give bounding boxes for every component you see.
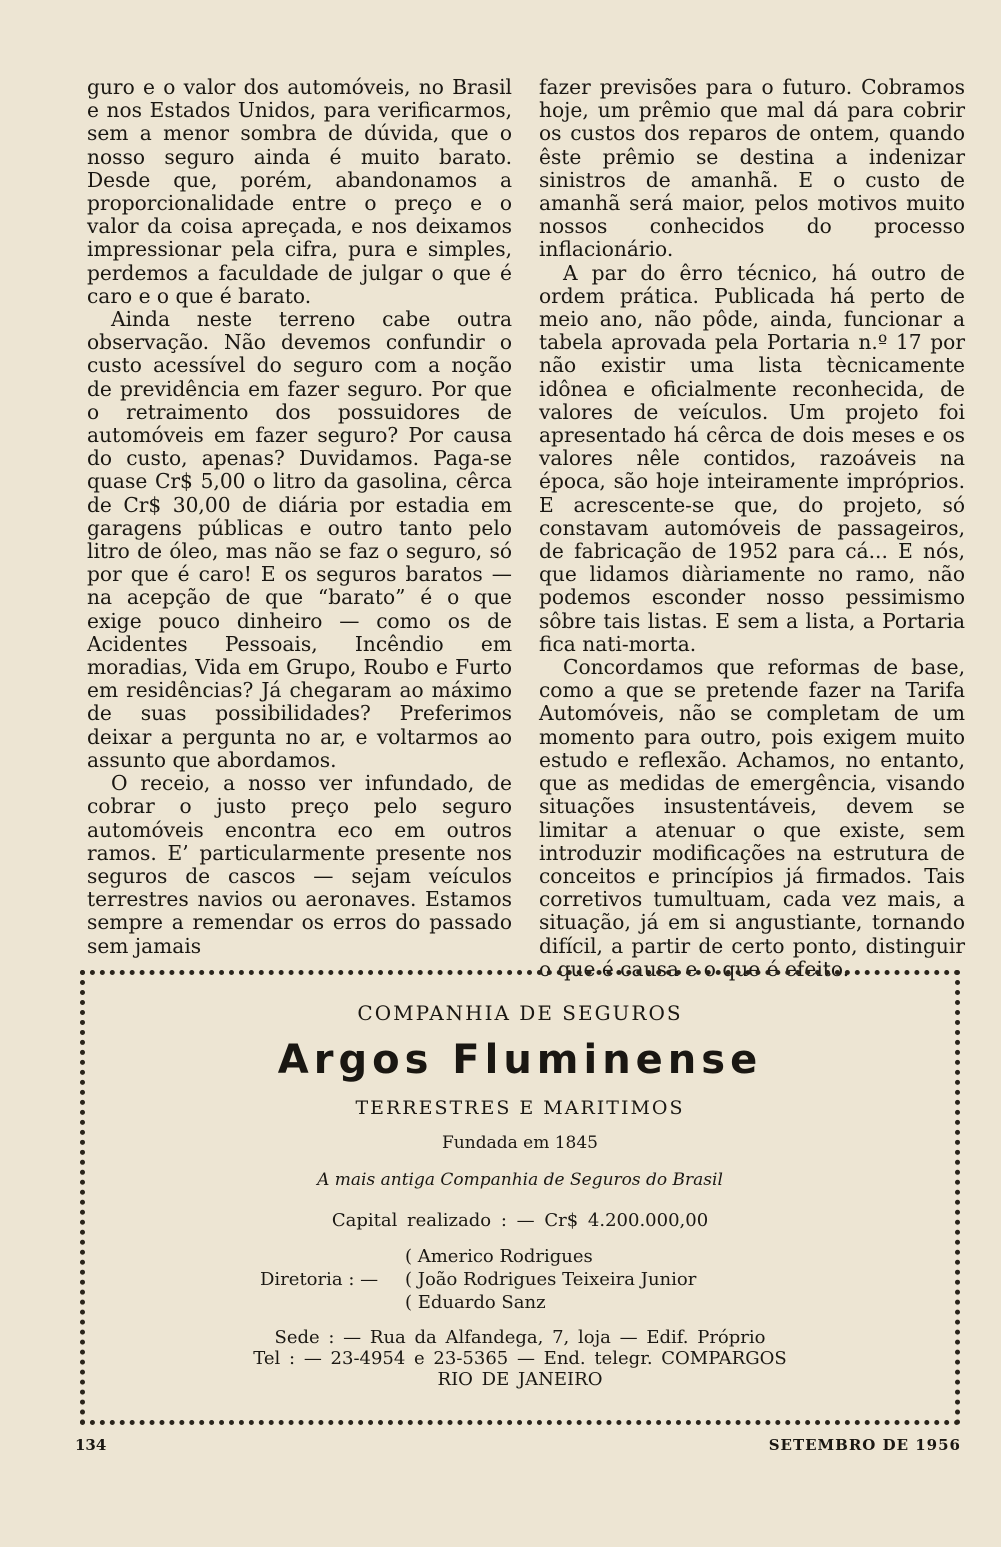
board-member: ( João Rodrigues Teixeira Junior bbox=[405, 1269, 697, 1290]
ad-subtitle: TERRESTRES E MARITIMOS bbox=[355, 1097, 685, 1119]
board-label: Diretoria : — bbox=[260, 1269, 379, 1290]
board-names bbox=[405, 1245, 696, 1314]
ad-founded: Fundada em 1845 bbox=[442, 1133, 598, 1153]
paragraph: guro e o valor dos automóveis, no Brasil e nos Estados Unidos, para verificarmos, sem a menor sombra de dúvida, que o nosso seguro ainda é muito barato. Desde que, porém, abandonamos a proporcionalidade entre o preço e o valor da coisa apreçada, e nos deixamos impressionar pela cifra, pura e simples, perdemos a faculdade de julgar o que é caro e o que é barato. bbox=[87, 75, 512, 308]
paragraph: fazer previsões para o futuro. Cobramos hoje, um prêmio que mal dá para cobrir os custos dos reparos de ontem, quando êste prêmio se destina a indenizar sinistros de amanhã. E o custo de amanhã será maior, pelos motivos muito nossos conhecidos do processo inflacionário. bbox=[539, 75, 965, 262]
ad-capital: Capital realizado : — Cr$ 4.200.000,00 bbox=[331, 1210, 709, 1231]
text-column-right bbox=[539, 76, 965, 981]
paragraph: O receio, a nosso ver infundado, de cobrar o justo preço pelo seguro automóveis encontra eco em outros ramos. E’ particularmente presente nos seguros de cascos — sejam veículos terrestres navios ou aeronaves. Estamos sempre a remendar os erros do passado sem jamais bbox=[87, 771, 512, 958]
paragraph: A par do êrro técnico, há outro de ordem prática. Publicada há perto de meio ano, não pôde, ainda, funcionar a tabela aprovada pela Portaria n.º 17 por não existir uma lista tècnicamente idônea e oficialmente reconhecida, de valores de veículos. Um projeto foi apresentado há cêrca de dois meses e os valores nêle contidos, razoáveis na época, são hoje inteiramente impróprios. E acrescente-se que, do projeto, só constavam automóveis de passageiros, de fabricação de 1952 para cá... E nós, que lidamos diàriamente no ramo, não podemos esconder nosso pessimismo sôbre tais listas. E sem a lista, a Portaria fica nati-morta. bbox=[539, 260, 965, 656]
address-line: Sede : — Rua da Alfandega, 7, loja — Edif. Próprio bbox=[274, 1327, 766, 1348]
advertisement-box bbox=[80, 970, 960, 1425]
ad-slogan: A mais antiga Companhia de Seguros do Brasil bbox=[317, 1170, 723, 1190]
text-column-left bbox=[87, 76, 512, 958]
city-line: RIO DE JANEIRO bbox=[437, 1369, 603, 1390]
board-member: ( Eduardo Sanz bbox=[405, 1292, 546, 1313]
paragraph: Ainda neste terreno cabe outra observação. Não devemos confundir o custo acessível do seguro com a noção de previdência em fazer seguro. Por que o retraimento dos possuidores de automóveis em fazer seguro? Por causa do custo, apenas? Duvidamos. Paga-se quase Cr$ 5,00 o litro da gasolina, cêrca de Cr$ 30,00 de diária por estadia em garagens públicas e outro tanto pelo litro de óleo, mas não se faz o seguro, só por que é caro! E os seguros baratos — na acepção de que “barato” é o que exige pouco dinheiro — como os de Acidentes Pessoais, Incêndio em moradias, Vida em Grupo, Roubo e Furto em residências? Já chegaram ao máximo de suas possibilidades? Preferimos deixar a pergunta no ar, e voltarmos ao assunto que abordamos. bbox=[87, 307, 512, 772]
issue-date: SETEMBRO DE 1956 bbox=[768, 1436, 961, 1454]
paragraph: Concordamos que reformas de base, como a que se pretende fazer na Tarifa Automóveis, não se completam de um momento para outro, pois exigem muito estudo e reflexão. Achamos, no entanto, que as medidas de emergência, visando situações insustentáveis, devem se limitar a atenuar o que existe, sem introduzir modificações na estrutura de conceitos e princípios já firmados. Tais corretivos tumultuam, cada vez mais, a situação, já em si angustiante, tornando difícil, a partir de certo ponto, distinguir o que é causa e o que é efeito. bbox=[539, 655, 965, 981]
board-member: ( Americo Rodrigues bbox=[405, 1246, 593, 1267]
ad-company-name: Argos Fluminense bbox=[277, 1037, 763, 1083]
page-number: 134 bbox=[75, 1436, 107, 1454]
ad-address bbox=[85, 1327, 955, 1390]
ad-board bbox=[260, 1245, 820, 1315]
phone-line: Tel : — 23-4954 e 23-5365 — End. telegr. COMPARGOS bbox=[253, 1348, 787, 1369]
ad-company-line: COMPANHIA DE SEGUROS bbox=[357, 1001, 683, 1025]
